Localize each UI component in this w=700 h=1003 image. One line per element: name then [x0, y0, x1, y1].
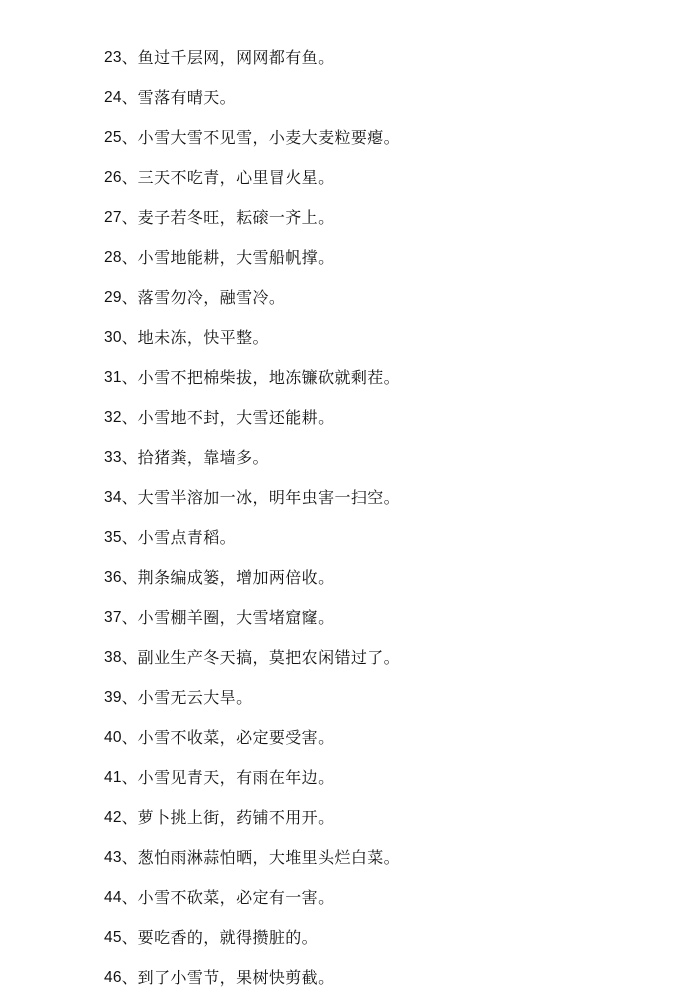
item-text: 小雪无云大旱。 [137, 688, 253, 707]
item-text: 小雪点青稻。 [137, 528, 237, 547]
item-text: 小雪不把棉柴拔，地冻镰砍就剩茬。 [137, 368, 401, 387]
item-separator: 、 [121, 768, 138, 787]
item-separator: 、 [121, 688, 138, 707]
item-separator: 、 [121, 128, 138, 147]
list-item [104, 283, 400, 323]
item-text: 大雪半溶加一冰，明年虫害一扫空。 [137, 488, 401, 507]
list-item [104, 803, 400, 843]
item-number: 25 [104, 129, 122, 146]
item-text: 麦子若冬旺，耘磙一齐上。 [137, 208, 335, 227]
item-separator: 、 [121, 488, 138, 507]
item-number: 23 [104, 49, 122, 66]
item-text: 到了小雪节，果树快剪截。 [137, 968, 335, 987]
item-number: 37 [104, 609, 122, 626]
list-item [104, 203, 400, 243]
list-item [104, 883, 400, 923]
item-text: 三天不吃青，心里冒火星。 [137, 168, 335, 187]
item-separator: 、 [121, 408, 138, 427]
item-separator: 、 [121, 968, 138, 987]
item-separator: 、 [121, 568, 138, 587]
item-number: 28 [104, 249, 122, 266]
list-item [104, 483, 400, 523]
item-text: 副业生产冬天搞，莫把农闲错过了。 [137, 648, 401, 667]
item-number: 29 [104, 289, 122, 306]
list-item [104, 723, 400, 763]
item-separator: 、 [121, 728, 138, 747]
item-number: 35 [104, 529, 122, 546]
item-separator: 、 [121, 608, 138, 627]
item-number: 45 [104, 929, 122, 946]
item-text: 葱怕雨淋蒜怕晒，大堆里头烂白菜。 [137, 848, 401, 867]
proverb-list [104, 43, 400, 1003]
item-separator: 、 [121, 648, 138, 667]
item-separator: 、 [121, 288, 138, 307]
item-text: 小雪见青天，有雨在年边。 [137, 768, 335, 787]
list-item [104, 603, 400, 643]
list-item [104, 843, 400, 883]
item-separator: 、 [121, 928, 138, 947]
item-separator: 、 [121, 248, 138, 267]
list-item [104, 643, 400, 683]
item-separator: 、 [121, 528, 138, 547]
item-separator: 、 [121, 208, 138, 227]
list-item [104, 43, 400, 83]
item-number: 39 [104, 689, 122, 706]
item-number: 24 [104, 89, 122, 106]
item-text: 小雪不砍菜，必定有一害。 [137, 888, 335, 907]
item-number: 46 [104, 969, 122, 986]
item-text: 雪落有晴天。 [137, 88, 237, 107]
item-number: 43 [104, 849, 122, 866]
item-text: 要吃香的，就得攒脏的。 [137, 928, 319, 947]
item-text: 落雪勿冷，融雪冷。 [137, 288, 286, 307]
item-text: 小雪大雪不见雪，小麦大麦粒要瘪。 [137, 128, 401, 147]
item-number: 26 [104, 169, 122, 186]
item-separator: 、 [121, 448, 138, 467]
item-number: 38 [104, 649, 122, 666]
item-text: 小雪不收菜，必定要受害。 [137, 728, 335, 747]
item-text: 萝卜挑上街，药铺不用开。 [137, 808, 335, 827]
item-text: 小雪地不封，大雪还能耕。 [137, 408, 335, 427]
item-number: 31 [104, 369, 122, 386]
list-item [104, 323, 400, 363]
list-item [104, 963, 400, 1003]
list-item [104, 683, 400, 723]
item-separator: 、 [121, 88, 138, 107]
list-item [104, 163, 400, 203]
item-separator: 、 [121, 168, 138, 187]
item-separator: 、 [121, 328, 138, 347]
item-number: 30 [104, 329, 122, 346]
list-item [104, 403, 400, 443]
item-text: 拾猪粪，靠墙多。 [137, 448, 269, 467]
item-separator: 、 [121, 368, 138, 387]
item-text: 鱼过千层网，网网都有鱼。 [137, 48, 335, 67]
item-text: 地未冻，快平整。 [137, 328, 269, 347]
item-text: 小雪棚羊圈，大雪堵窟窿。 [137, 608, 335, 627]
item-number: 40 [104, 729, 122, 746]
item-number: 32 [104, 409, 122, 426]
list-item [104, 923, 400, 963]
item-separator: 、 [121, 48, 138, 67]
item-number: 27 [104, 209, 122, 226]
list-item [104, 123, 400, 163]
item-number: 36 [104, 569, 122, 586]
list-item [104, 443, 400, 483]
item-text: 小雪地能耕，大雪船帆撑。 [137, 248, 335, 267]
list-item [104, 763, 400, 803]
item-separator: 、 [121, 848, 138, 867]
item-number: 41 [104, 769, 122, 786]
item-number: 42 [104, 809, 122, 826]
list-item [104, 83, 400, 123]
item-text: 荆条编成篓，增加两倍收。 [137, 568, 335, 587]
item-number: 33 [104, 449, 122, 466]
item-separator: 、 [121, 888, 138, 907]
list-item [104, 563, 400, 603]
list-item [104, 363, 400, 403]
item-number: 34 [104, 489, 122, 506]
list-item [104, 243, 400, 283]
item-separator: 、 [121, 808, 138, 827]
item-number: 44 [104, 889, 122, 906]
list-item [104, 523, 400, 563]
